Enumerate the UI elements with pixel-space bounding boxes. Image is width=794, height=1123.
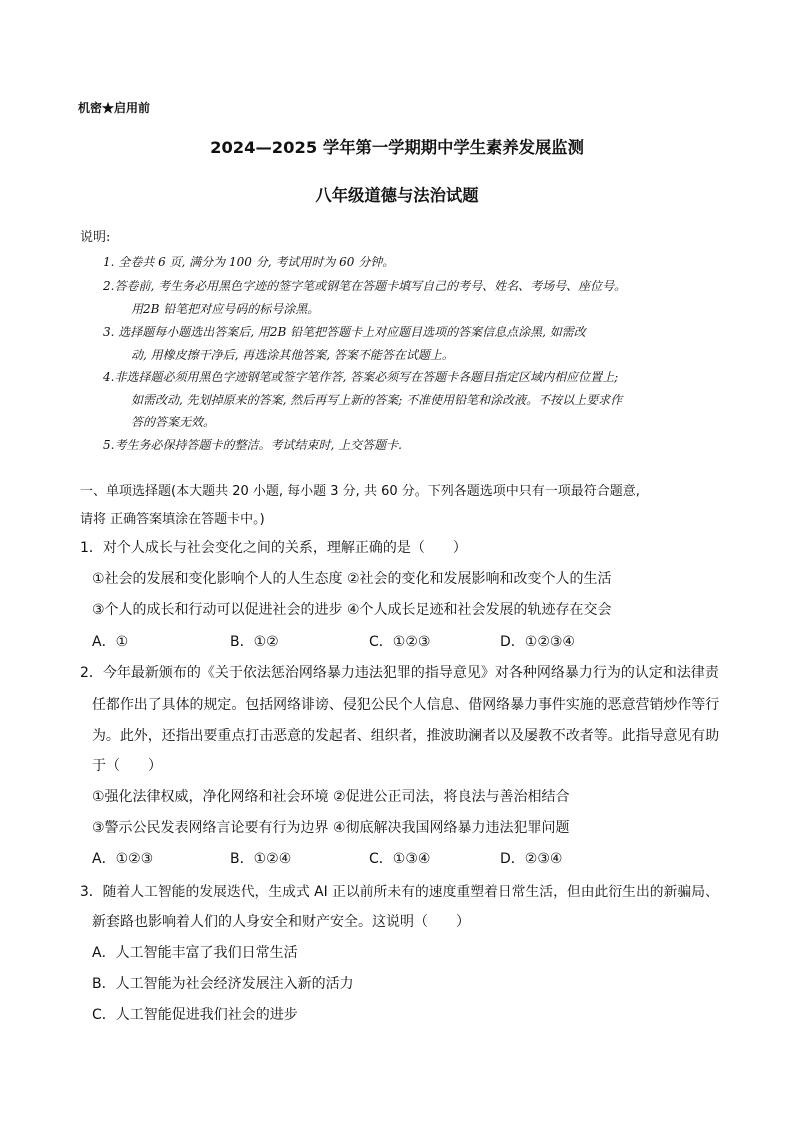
question-2-statement: ③警示公民发表网络言论要有行为边界 ④彻底解决我国网络暴力违法犯罪问题 (92, 820, 570, 836)
instruction-line: 用2B 铅笔把对应号码的标号涂黑。 (131, 302, 320, 316)
instruction-line: 5.考生务必保持答题卡的整洁。考试结束时, 上交答题卡. (103, 438, 402, 452)
question-1-option-b: B．①② (230, 634, 279, 650)
instruction-line: 答的答案无效。 (131, 415, 216, 429)
question-2-stem-cont: 为。此外，还指出要重点打击恶意的发起者、组织者，推波助澜者以及屡教不改者等。此指导意见有助 (92, 728, 720, 744)
question-1-statement: ①社会的发展和变化影响个人的人生态度 ②社会的变化和发展影响和改变个人的生活 (92, 571, 612, 587)
instruction-line: 1. 全卷共 6 页, 满分为 100 分, 考试用时为 60 分钟。 (103, 255, 395, 269)
instructions-heading: 说明: (80, 230, 111, 245)
question-2-option-c: C．①③④ (369, 851, 431, 867)
question-2-stem: 2．今年最新颁布的《关于依法惩治网络暴力违法犯罪的指导意见》对各种网络暴力行为的认定和法律责 (80, 665, 719, 681)
question-3-stem: 3．随着人工智能的发展迭代，生成式 AI 正以前所未有的速度重塑着日常生活，但由此衍生出的新骗局、 (80, 884, 719, 900)
instruction-line: 3. 选择题每小题选出答案后, 用2B 铅笔把答题卡上对应题目选项的答案信息点涂黑, 如需改 (103, 325, 586, 339)
exam-subtitle: 八年级道德与法治试题 (315, 186, 479, 205)
question-1-statement: ③个人的成长和行动可以促进社会的进步 ④个人成长足迹和社会发展的轨迹存在交会 (92, 602, 612, 618)
question-2-statement: ①强化法律权威，净化网络和社会环境 ②促进公正司法，将良法与善治相结合 (92, 789, 570, 805)
question-3-option-a: A．人工智能丰富了我们日常生活 (92, 945, 298, 961)
question-3-option-c: C．人工智能促进我们社会的进步 (92, 1007, 298, 1023)
question-2-stem-cont: 于（ ） (92, 758, 162, 774)
instruction-line: 动, 用橡皮擦干净后, 再选涂其他答案, 答案不能答在试题上。 (131, 348, 454, 362)
section-heading-cont: 请将 正确答案填涂在答题卡中。) (80, 512, 265, 527)
question-3-stem-cont: 新套路也影响着人们的人身安全和财产安全。这说明（ ） (92, 914, 470, 930)
question-2-stem-cont: 任都作出了具体的规定。包括网络诽谤、侵犯公民个人信息、借网络暴力事件实施的恶意营销炒作等行 (92, 697, 720, 713)
question-1-stem: 1．对个人成长与社会变化之间的关系，理解正确的是（ ） (80, 540, 467, 556)
question-2-option-d: D．②③④ (500, 851, 563, 867)
instruction-line: 如需改动, 先划掉原来的答案, 然后再写上新的答案; 不准使用铅笔和涂改液。不按以上要求作 (131, 393, 623, 407)
instruction-line: 2.答卷前, 考生务必用黑色字迹的签字笔或钢笔在答题卡填写自己的考号、姓名、考场号、座位号。 (103, 279, 627, 293)
question-1-option-a: A．① (92, 634, 129, 650)
question-2-option-b: B．①②④ (230, 851, 292, 867)
question-3-option-b: B．人工智能为社会经济发展注入新的活力 (92, 976, 354, 992)
question-2-option-a: A．①②③ (92, 851, 154, 867)
confidential-label: 机密★启用前 (78, 101, 151, 115)
question-1-option-c: C．①②③ (369, 634, 431, 650)
exam-title: 2024—2025 学年第一学期期中学生素养发展监测 (210, 138, 584, 157)
section-heading: 一、单项选择题(本大题共 20 小题, 每小题 3 分, 共 60 分。下列各题选项中只有一项最符合题意, (80, 484, 640, 499)
instruction-line: 4.非选择题必须用黑色字迹钢笔或签字笔作答, 答案必须写在答题卡各题目指定区域内相应位置上; (103, 370, 619, 384)
question-1-option-d: D．①②③④ (500, 634, 575, 650)
